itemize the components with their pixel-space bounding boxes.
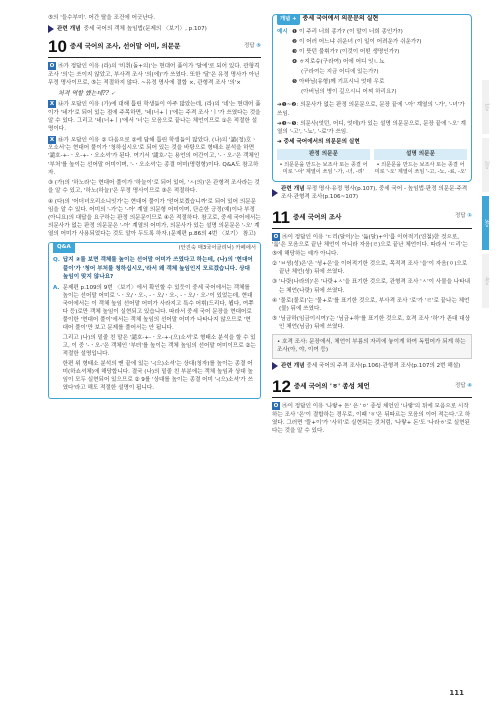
item-4: ④ (다)의 '어더녀오리소니잇가'는 현대어 풀이가 '얻어보겠습니까'로 되어 있어 의문문임을 알 수 있다. 어미의 '-가'는 '-아' 계열 의문형 어미이며, 단순한 긍정(예)이나 부정(아니요)의 대답을 요구하는 판정 의문문이므로 ④은 적절하다. 참고로, 중세 국어에서는 의문사가 없는 판정 의문문은 '-아' 계열의 어미가, 의문사가 있는 설명 의문문은 '-오' 계열의 어미가 사용되었다는 것도 알아 두도록 하자.(문제편 p.86의 4번 〈보기〉 참고)	[48, 198, 261, 238]
qa-answer-para: 그리고 (나)의 밑줄 친 말은 '譴호-+-ㆍ오-+-(으)소셔'로 형태소 분석을 할 수 있고, 이 중 '-ㆍ오-'은 객체인 '부텨'를 높이는 객체 높임의 선어말 어미이므로 ②는 적절한 설명입니다.	[62, 334, 256, 358]
table-header: 판정 의문문	[277, 149, 370, 160]
question-title: 중세 국어의 조사, 선어말 어미, 의문문	[69, 42, 181, 50]
question-title: 중세 국어의 'ㆆ' 종성 체언	[293, 382, 370, 391]
top-related	[48, 25, 261, 33]
concept-header	[277, 15, 467, 25]
correct-badge: O	[49, 63, 55, 70]
right-column	[272, 14, 472, 438]
correct-badge: O	[273, 403, 279, 410]
qa-question: Q. 답지 ②를 보면 객체를 높이는 선어말 어미가 쓰였다고 하는데, (나)의 '현대어 풀이'가 '청어 부처를 청하십시오,'라서 왜 객체 높임인지 모르겠습니다. 상대 높임이 맞지 않나요?	[53, 257, 253, 280]
table-cell: • 의문문을 만드는 보조사 또는 종결 어미로 '-아' 계열이 쓰임 '-가, -녀, -려'	[279, 162, 368, 176]
side-tabs	[482, 80, 500, 312]
concept-arrows	[277, 101, 467, 146]
note-box	[272, 334, 472, 359]
side-tab-4[interactable]: 4강	[482, 254, 489, 308]
example-item: ❹ ㅎ지로슈(구라여) 어에 어디 잇ㄴ뇨	[292, 59, 385, 65]
table-col-1	[277, 149, 370, 177]
example-tag: 예시	[277, 28, 288, 35]
reason-wrong-2: X ㉰가 오답인 이유 ② 다음으로 ②에 답해 틀린 학생들이 많았다. (나)의 '譴(청)호ㆍ오소서'는 현대어 풀이가 '청하십시오'로 되어 있는 것을 바탕으로 형태소 분석을 하면 '譴호-+-ㆍ오-+-ㆍ오소셔'가 된다. 여기서 '譴호-'는 용언의 어간이고, '-ㆍ오-'은 객체인 '부처'를 높이는 선어말 어미이며, '-ㆍ오소셔'는 종결 어미(명령형)이다. Q&A도 참고하자.	[48, 136, 260, 176]
wrong-badge: X	[49, 136, 55, 143]
play-icon	[272, 362, 278, 370]
top-item: ⑤의 '들수부미'. 어간 탈을 조건에 어긋난다.	[48, 15, 155, 21]
answer-label: 정답 ⑤	[243, 42, 261, 49]
question-number: 12	[272, 377, 291, 397]
question-10-header	[48, 38, 261, 58]
example-item: ❶ 이 주리 너희 종가? (이 말이 너희 종인가?)	[292, 28, 403, 35]
related-concept: 관련 개념 무정 명사·유정 명사(p.107), 중세 국어 - 높임법·판정 의문문·주격 조사·관형격 조사(p.106~107)	[272, 185, 472, 201]
reason-correct: O ㉮이 정답인 이유 '나랗+ 돈' 은 'ㆆ' 종성 체언인 '나랗'의 뒤에 모음으로 시작하는 조사 '은'이 결합하는 경우로, 이때 'ㆆ'은 뒤따르는 모음의 이어 적는다.'고 하였다. 그러면 '뜰+이'가 '사히'로 실현되는 것처럼, '나랗+ 돈'도 '나라ㅎ'로 실현된다는 것을 알 수 있다.	[272, 403, 471, 435]
note-text: • 호격 조사: 문장에서, 체언이 부름의 자리에 놓이게 하여 독립어가 되게 하는 조사(아, 야, 이여 등)	[277, 339, 466, 354]
wrong-badge: X	[49, 101, 55, 108]
correct-badge: O	[273, 233, 279, 240]
question-number: 10	[48, 37, 67, 57]
qa-answer: A. 문제편 p.109의 9번 〈보기〉에서 확인할 수 있듯이 중세 국어에서는 객체를 높이는 선어말 어미로 '-ㆍ오/ㆍ오-, -ㆍ오/ㆍ오-, -ㆍ오/ㆍ오-'이 있었는데, 현대 국어에서는 이 객체 높임 선어말 어미가 사라지고 특수 어휘(드리다, 뵙다, 여쭈다 등)로만 객체 높임이 실현되고 있습니다. 따라서 중세 국어 문장을 현대어로 풀이한 '현대어 풀이'에서는 객체 높임의 선어말 어미가 나타나지 않으므로 '현대어 풀이'만 보고 문제를 풀어서는 안 됩니다. 그리고 (나)의 밑줄 친 말은 '譴호-+-ㆍ오-+-(으)소셔'로 형태소 분석을 할 수 있고, 이 중 '-ㆍ오-'은 객체인 '부텨'를 높이는 객체 높임의 선어말 어미이므로 ②는 적절한 설명입니다. 한편 위 형태소 분석의 맨 끝에 있는 '-(으)소셔'는 상대(청자)를 높이는 종결 어미(하쇼셔체)에 해당합니다. 결국 (나)의 밑줄 친 부분에는 객체 높임과 상대 높임이 모두 실현되어 있으므로 ② 9를 '상대를 높이는 종결 어미 '-(으)소셔'가 쓰였다'라고 해도 적절한 설명이 됩니다.	[53, 284, 256, 392]
item: ② 'ㅂ셩(성)은'은 '셩+은'을 이어적기한 것으로, 목적격 조사 '을'이 자음(ㅇ)으로 끝난 체언(셩) 뒤에 쓰였다.	[272, 261, 468, 276]
play-icon	[48, 25, 54, 33]
answer-label: 정답 ④	[454, 382, 472, 389]
reason-correct: O ㉮이 정답인 이유 'ㄷ리(달이)'는 '듧(달)+이'를 이어적기(연철)한 것으로, '듧'은 모음으로 끝난 체언이 아니라 자음(ㄹ)으로 끝난 체언이다. 따라서 'ㄷ리'는 ⑤에 해당하는 예가 아니다.	[272, 233, 468, 257]
concept-box	[272, 14, 472, 182]
question-title: 중세 국어의 조사	[292, 212, 342, 221]
handwritten-note: 처격 역할 했는데?? 🗸	[58, 89, 115, 97]
table-col-2	[374, 149, 467, 177]
play-icon	[272, 189, 278, 197]
table-header: 설명 의문문	[374, 149, 467, 160]
related-label: 관련 개념	[57, 26, 81, 33]
concept-table	[277, 149, 467, 177]
qa-answer-para: 한편 위 형태소 분석의 맨 끝에 있는 '-(으)소셔'는 상대(청자)를 높이는 종결 어미(하쇼셔체)에 해당합니다. 결국 (나)의 밑줄 친 부분에는 객체 높임과 상대 높임이 모두 실현되어 있으므로 ② 9를 '상대를 높이는 종결 어미 '-(으)소셔'가 쓰였다'라고 해도 적절한 설명이 됩니다.	[62, 360, 253, 392]
qa-header	[53, 243, 256, 253]
page-number: 111	[449, 688, 464, 697]
arrow-note: ➔❶~❷: 의문사가 없는 판정 의문문으로, 문장 끝에 '-아' 계열의 '-가', '-녀'가 쓰임.	[277, 102, 465, 117]
example-item: ❸ 이 뜻던 불휘가? (이것이 어떤 생명인가?)	[292, 48, 400, 55]
side-tab-3[interactable]: 3강	[482, 196, 489, 250]
qa-source: (안진숙 매3국어클리닉) 카페에서	[178, 244, 256, 251]
answer-label: 정답 ①	[454, 213, 472, 220]
qa-box	[48, 242, 261, 398]
qa-tag: Q&A	[53, 243, 75, 253]
table-cell: • 의문문을 만드는 보조사 또는 종결 어미로 '-오' 계열이 쓰임 '-고, -뇨, -료, -오'	[374, 162, 467, 176]
concept-title: 중세 국어에서 의문문의 실현	[302, 15, 379, 23]
item: ⑤ '님금하(임금이시여)'는 '님금+하'를 표기한 것으로, 호격 조사 '하'가 존대 대상인 체언(님금) 뒤에 쓰였다.	[272, 315, 471, 330]
arrow-note: ➔ 중세 국어에서의 의문문의 실현	[277, 138, 360, 145]
question-12-header	[272, 378, 472, 398]
item-3: ③ (가)의 '하노라'는 현대어 풀이가 '하늘이'로 되어 있어, 'ㅅ(의)'은 관형격 조사라는 것을 알 수 있고, '하노(하늘)'은 무정 명사이므로 ③은 적절하다.	[48, 180, 260, 195]
side-tab-2[interactable]: 2강	[482, 138, 489, 192]
reason-wrong-1: X ㉯가 오답인 이유 (가)에 대해 틀린 학생들이 아주 많았는데, (라)의 '네'는 현대어 풀이가 '네가'로 되어 있는 점에 주목하면, '네(너+ㅣ)'에는 주격 조사 'ㅣ'가 쓰였다는 것을 알 수 있다. 그리고 '네(너+ㅣ)'에서 '너'는 모음으로 끝나는 체언이므로 ①은 적절한 설명이다.	[48, 101, 261, 133]
question-number: 11	[272, 207, 290, 227]
related-text: 중세 국어의 객체 높임법(문제의 〈보기〉, p.107)	[83, 26, 207, 33]
example-sub: (아버님의 병이 깊으시니 어찌 하리요?)	[301, 89, 397, 96]
qa-answer-para: 문제편 p.109의 9번 〈보기〉에서 확인할 수 있듯이 중세 국어에서는 객체를 높이는 선어말 어미로 '-ㆍ오/ㆍ오-, -ㆍ오/ㆍ오-, -ㆍ오/ㆍ오-'이 있었는데, 현대 국어에서는 이 객체 높임 선어말 어미가 사라지고 특수 어휘(드리다, 뵙다, 여쭈다 등)로만 객체 높임이 실현되고 있습니다. 따라서 중세 국어 문장을 현대어로 풀이한 '현대어 풀이'에서는 객체 높임의 선어말 어미가 나타나지 않으므로 '현대어 풀이'만 보고 문제를 풀어서는 안 됩니다.	[62, 284, 254, 332]
concept-tag: 개념 +	[277, 15, 300, 25]
example-sub: (구라여는 지금 어디에 있는가?)	[301, 69, 379, 76]
related-concept: 관련 개념 중세 국어의 주격 조사(p.106)·관형격 조사(p.107의 2번 해설)	[272, 362, 472, 370]
reason-correct: O ㉮가 정답인 이유 (라)의 '비취(돌+의)'는 현대어 풀이가 '달에'로 되어 있다. 관형격 조사 '의'는 쓰이지 않았고, 부사격 조사 '의(에)'가 쓰였다. 또한 '달'은 유정 명사가 아닌 무정 명사이므로, ⑤는 적절하지 않다. ~유정 명사에 결합 ×, 관형격 조사 '의'×	[48, 63, 260, 86]
example-item: ❺ 아바님(유형)께 기프시니 엇데 우로	[292, 79, 385, 86]
left-column	[48, 14, 261, 399]
examples	[277, 28, 467, 99]
side-tab-1[interactable]: 1강	[482, 80, 489, 134]
example-item: ❷ 이 어러 어느냐 쉬운녀 (이 일이 어려운가 쉬운가?)	[292, 38, 422, 45]
arrow-note: ➔❸~❺: 의문사(엇던, 어디, 엇데)가 있는 설명 의문문으로, 문장 끝에 '-오' 계열의 '-고', '-뇨', '-료'가 쓰임.	[277, 120, 466, 135]
item: ④ '물로(물로)'는 '물+로'를 표기한 것으로, 부사격 조사 '로'가 'ㄹ'로 끝나는 체언(물) 뒤에 쓰였다.	[272, 297, 470, 312]
question-11-header	[272, 209, 472, 229]
item: ③ '나랏(나라의)'은 '나랏+ㅅ'을 표기한 것으로, 관형격 조사 'ㅅ'이 사물을 나타내는 체언(나랏) 뒤에 쓰였다.	[272, 279, 471, 294]
